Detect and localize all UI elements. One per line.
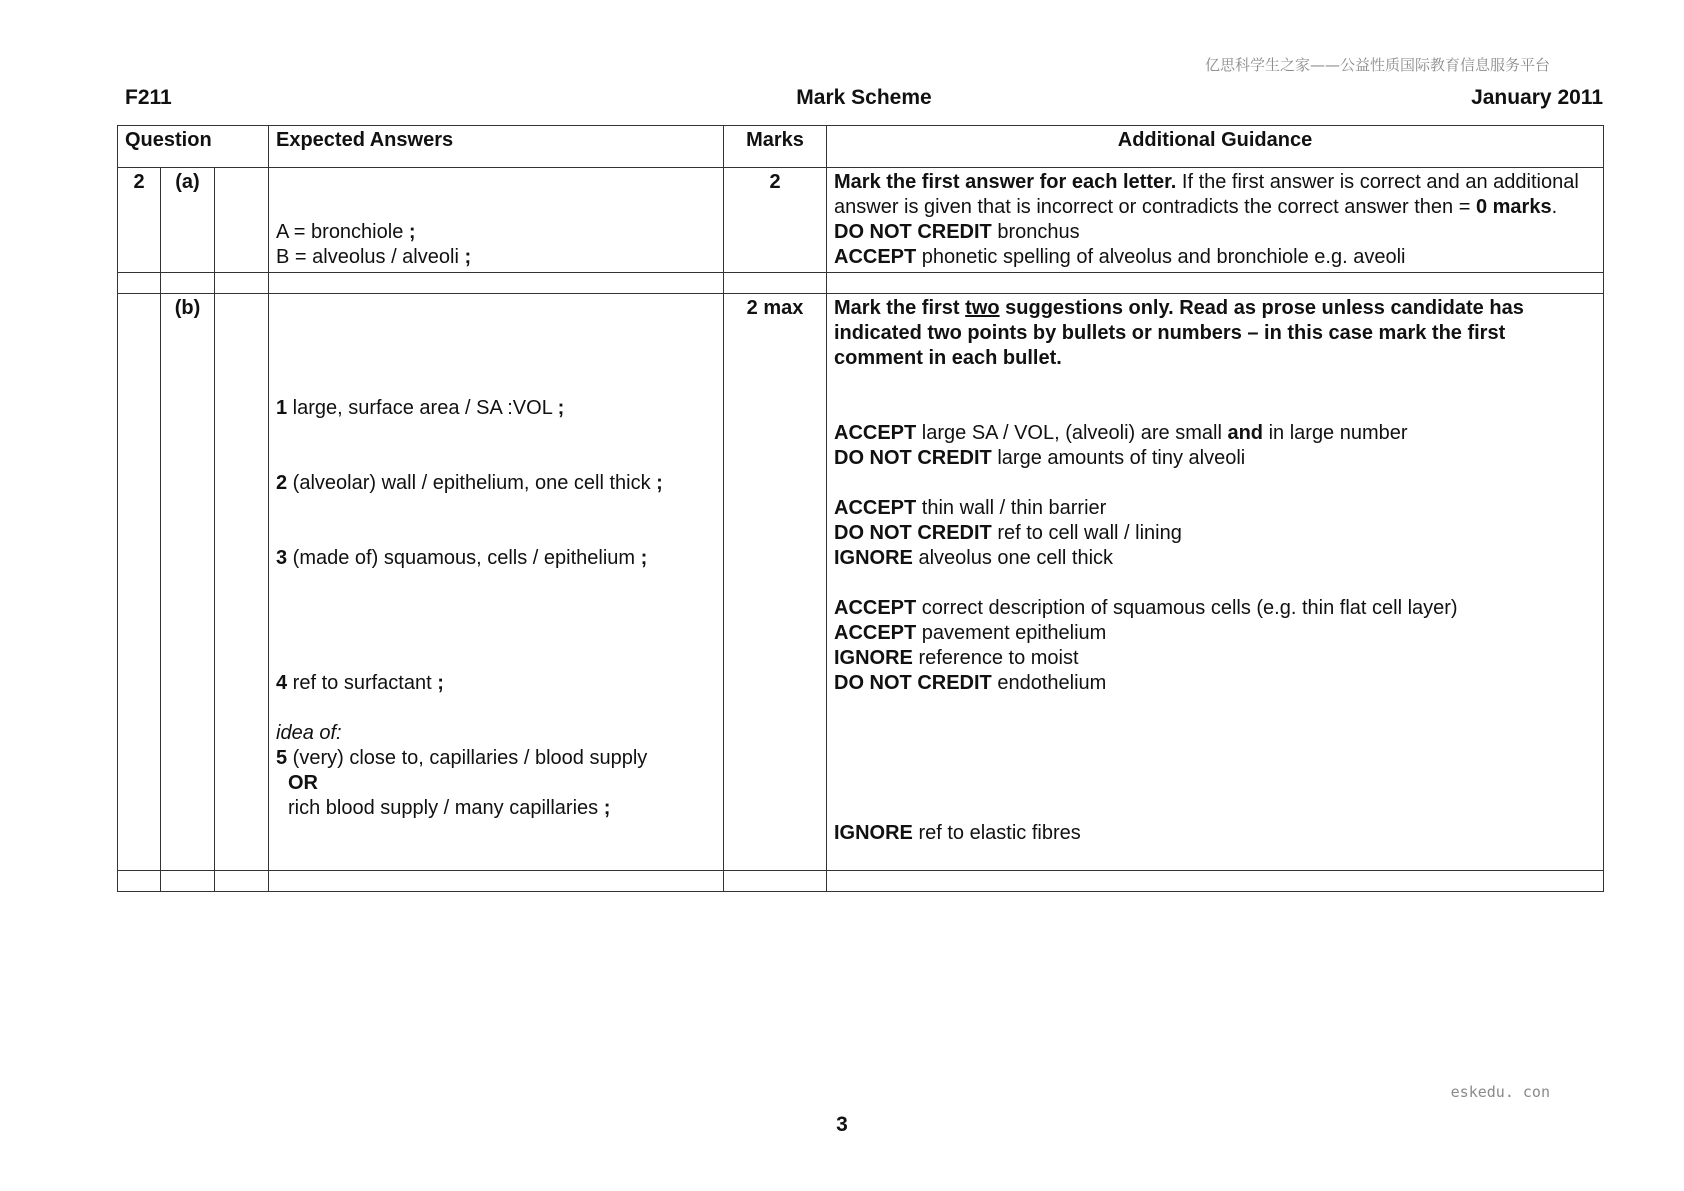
guidance-line: Mark the first answer for each letter. If the first answer is correct and an additional answer is given that is incorrect or contradicts the correct answer then = 0 marks. bbox=[834, 171, 1579, 218]
answer-point-1: 1 large, surface area / SA :VOL ; bbox=[276, 397, 565, 419]
header-question: Question bbox=[118, 126, 269, 168]
guidance-line: DO NOT CREDIT large amounts of tiny alveoli bbox=[834, 447, 1246, 469]
answer-line: A = bronchiole ; bbox=[276, 221, 416, 243]
header-marks: Marks bbox=[724, 126, 827, 168]
guidance-line: DO NOT CREDIT ref to cell wall / lining bbox=[834, 522, 1182, 544]
guidance-line: ACCEPT correct description of squamous cells (e.g. thin flat cell layer) bbox=[834, 597, 1458, 619]
paper-code: F211 bbox=[125, 86, 172, 109]
answer-point-3: 3 (made of) squamous, cells / epithelium ; bbox=[276, 547, 648, 569]
guidance-line: ACCEPT thin wall / thin barrier bbox=[834, 497, 1107, 519]
question-number: 2 bbox=[118, 168, 161, 273]
answer-point-5: 5 (very) close to, capillaries / blood supply bbox=[276, 747, 648, 769]
guidance-line: IGNORE alveolus one cell thick bbox=[834, 547, 1114, 569]
spacer-row bbox=[118, 273, 1604, 294]
guidance-line: ACCEPT phonetic spelling of alveolus and bronchiole e.g. aveoli bbox=[834, 246, 1406, 268]
table-header-row bbox=[118, 126, 1604, 168]
guidance-intro: Mark the first two suggestions only. Read as prose unless candidate has indicated two points by bullets or numbers – in this case mark the first comment in each bullet. bbox=[834, 297, 1524, 369]
watermark-bottom: eskedu. con bbox=[1450, 1083, 1550, 1101]
guidance-cell bbox=[827, 294, 1604, 871]
watermark-top: 亿思科学生之家——公益性质国际教育信息服务平台 bbox=[1204, 56, 1550, 74]
guidance-line: DO NOT CREDIT endothelium bbox=[834, 672, 1107, 694]
page-number: 3 bbox=[836, 1113, 848, 1136]
guidance-cell bbox=[827, 168, 1604, 273]
idea-of-label: idea of: bbox=[276, 722, 342, 744]
answer-point-4: 4 ref to surfactant ; bbox=[276, 672, 444, 694]
question-number bbox=[118, 294, 161, 871]
guidance-line: IGNORE ref to elastic fibres bbox=[834, 822, 1081, 844]
guidance-line: ACCEPT large SA / VOL, (alveoli) are small and in large number bbox=[834, 422, 1408, 444]
answer-point-5-alt: rich blood supply / many capillaries ; bbox=[288, 797, 611, 819]
table-row bbox=[118, 294, 1604, 871]
page-header bbox=[125, 86, 1603, 114]
spacer-row bbox=[118, 871, 1604, 892]
guidance-line: IGNORE reference to moist bbox=[834, 647, 1079, 669]
guidance-line: ACCEPT pavement epithelium bbox=[834, 622, 1107, 644]
question-subpart bbox=[215, 168, 269, 273]
expected-answers-cell bbox=[269, 168, 724, 273]
header-expected-answers: Expected Answers bbox=[269, 126, 724, 168]
exam-date: January 2011 bbox=[1471, 86, 1603, 109]
answer-point-2: 2 (alveolar) wall / epithelium, one cell thick ; bbox=[276, 472, 663, 494]
question-subpart bbox=[215, 294, 269, 871]
answer-line: B = alveolus / alveoli ; bbox=[276, 246, 472, 268]
or-label: OR bbox=[288, 772, 318, 794]
table-row bbox=[118, 168, 1604, 273]
guidance-line: DO NOT CREDIT bronchus bbox=[834, 221, 1080, 243]
question-part: (b) bbox=[161, 294, 215, 871]
marks-cell: 2 bbox=[724, 168, 827, 273]
mark-scheme-table bbox=[117, 125, 1604, 892]
marks-cell: 2 max bbox=[724, 294, 827, 871]
question-part: (a) bbox=[161, 168, 215, 273]
expected-answers-cell bbox=[269, 294, 724, 871]
header-additional-guidance: Additional Guidance bbox=[827, 126, 1604, 168]
document-title: Mark Scheme bbox=[796, 86, 932, 109]
